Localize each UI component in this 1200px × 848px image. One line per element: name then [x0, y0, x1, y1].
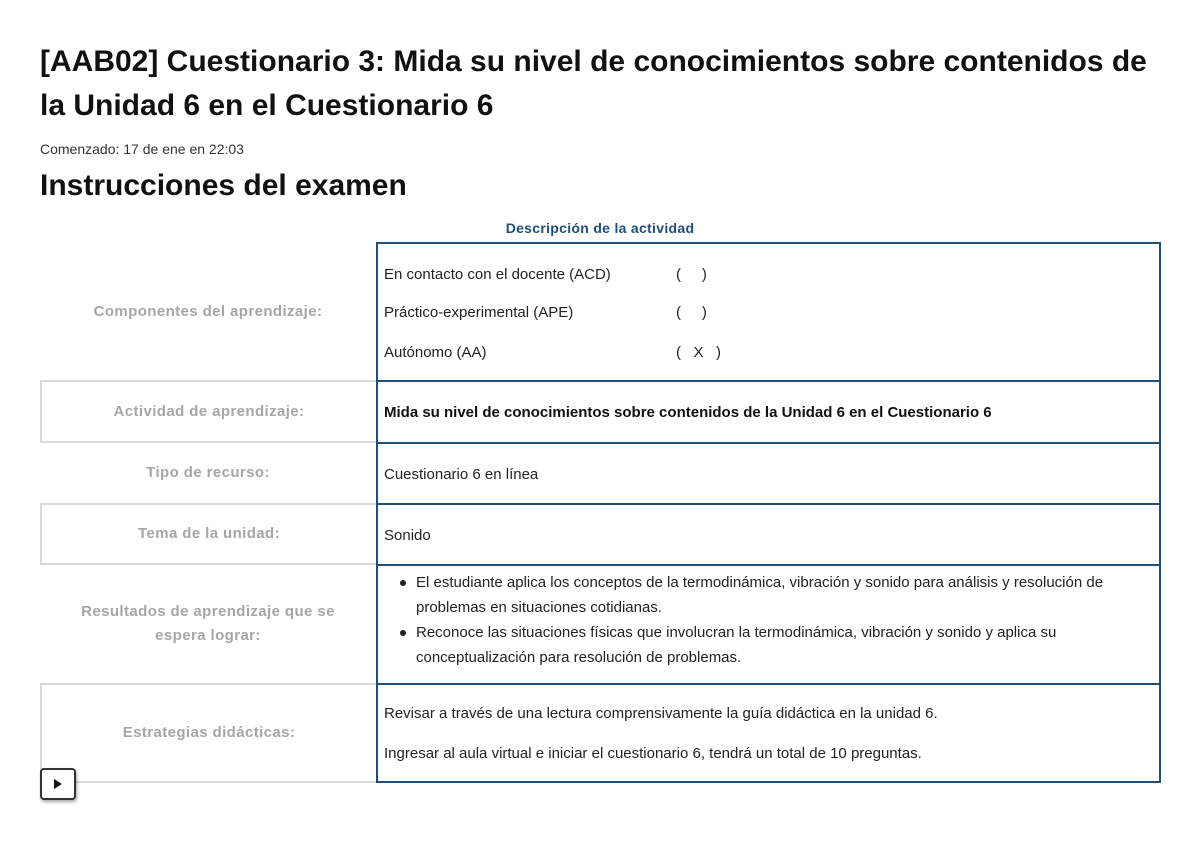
- components-label: Componentes del aprendizaje:: [93, 302, 323, 320]
- strategy-line: Ingresar al aula virtual e iniciar el cuestionario 6, tendrá un total de 10 preguntas.: [384, 745, 922, 762]
- activity-value: Mida su nivel de conocimientos sobre contenidos de la Unidad 6 en el Cuestionario 6: [384, 404, 992, 421]
- results-list: [384, 570, 1159, 670]
- activity-description-header: Descripción de la actividad: [505, 220, 695, 236]
- row-activity: [40, 380, 1161, 443]
- components-value: [376, 242, 1161, 381]
- results-label: Resultados de aprendizaje que se espera lograr:: [81, 603, 335, 644]
- component-ape: Práctico-experimental (APE): [384, 304, 574, 321]
- instructions-heading: Instrucciones del examen: [40, 169, 407, 202]
- component-aa-mark: ( X ): [676, 344, 721, 361]
- play-icon: [53, 779, 63, 789]
- page-title: [AAB02] Cuestionario 3: Mida su nivel de conocimientos sobre contenidos de la Unidad 6 en el Cuestionario 6: [40, 45, 1147, 122]
- topic-label: Tema de la unidad:: [40, 503, 376, 565]
- row-topic: [40, 503, 1161, 565]
- component-acd-mark: ( ): [676, 266, 707, 283]
- topic-value: Sonido: [384, 526, 431, 544]
- started-timestamp: Comenzado: 17 de ene en 22:03: [40, 141, 244, 157]
- resource-label: Tipo de recurso:: [146, 464, 270, 481]
- resource-value: Cuestionario 6 en línea: [384, 465, 539, 483]
- strategies-value-cell: [376, 683, 1161, 783]
- row-strategies: [40, 683, 1161, 783]
- results-value-cell: [376, 564, 1161, 684]
- resource-value-cell: [376, 442, 1161, 504]
- component-acd: En contacto con el docente (ACD): [384, 266, 611, 283]
- row-components: [40, 242, 1161, 381]
- list-item: El estudiante aplica los conceptos de la termodinámica, vibración y sonido para análisis y resolución de problemas en situaciones cotidianas.: [416, 570, 1159, 620]
- component-aa: Autónomo (AA): [384, 344, 487, 361]
- play-button[interactable]: [40, 768, 76, 800]
- activity-value-cell: [376, 380, 1161, 443]
- topic-value-cell: [376, 503, 1161, 565]
- strategy-line: Revisar a través de una lectura comprensivamente la guía didáctica en la unidad 6.: [384, 705, 938, 722]
- list-item: Reconoce las situaciones físicas que involucran la termodinámica, vibración y sonido y aplica su conceptualización para resolución de problemas.: [416, 620, 1159, 670]
- strategies-label: Estrategias didácticas:: [40, 683, 376, 783]
- activity-label: Actividad de aprendizaje:: [40, 380, 376, 443]
- component-ape-mark: ( ): [676, 304, 707, 321]
- row-results: [40, 564, 1161, 684]
- row-resource: [40, 442, 1161, 504]
